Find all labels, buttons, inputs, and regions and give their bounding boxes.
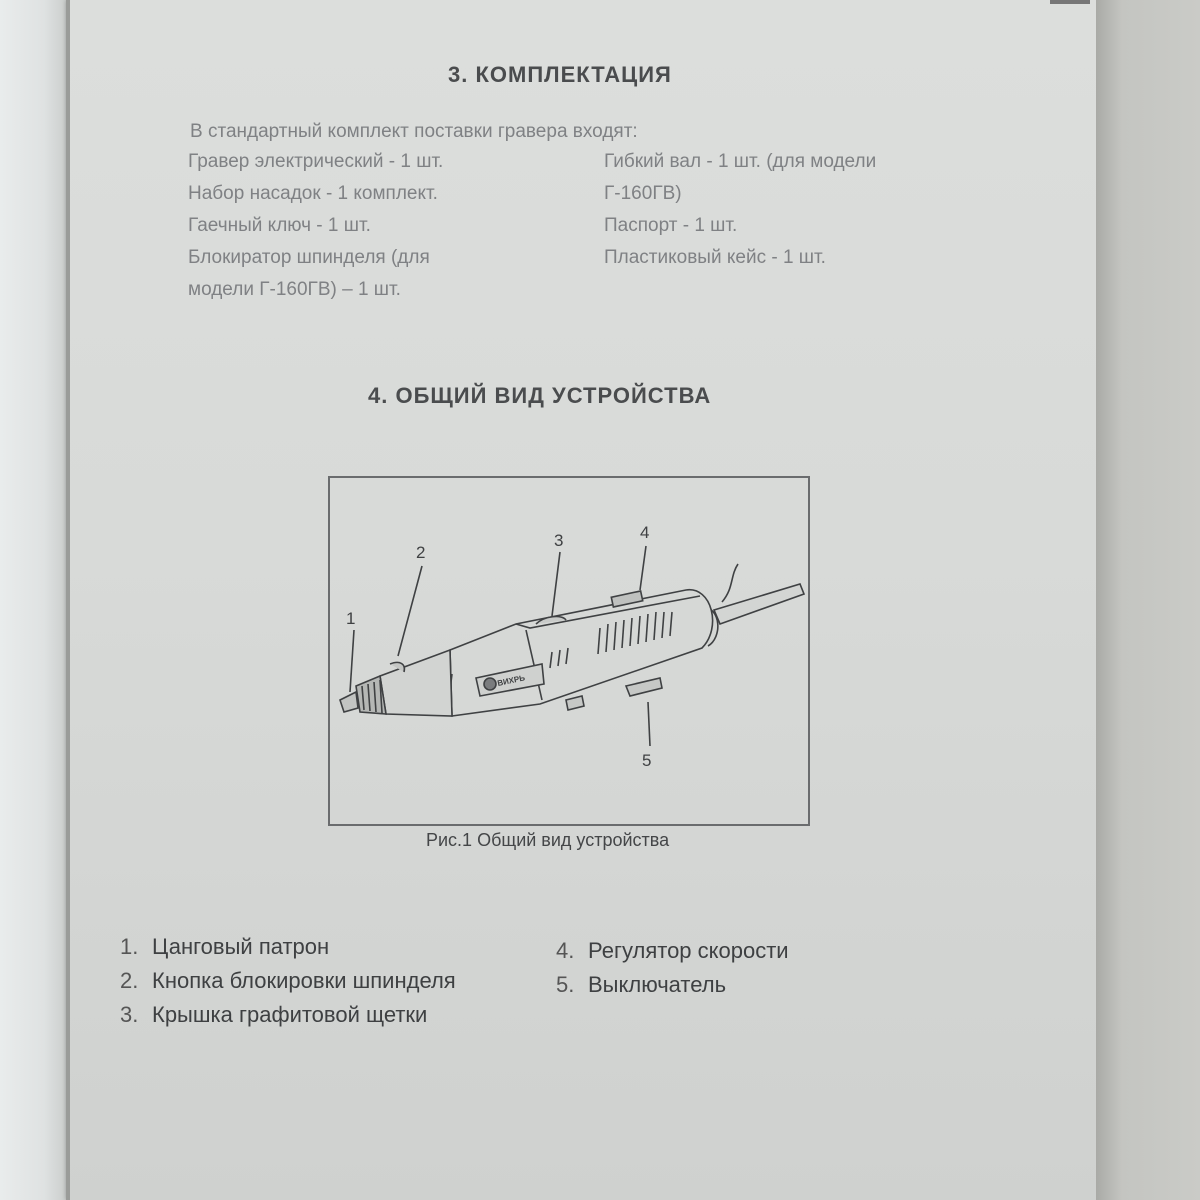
list-item — [120, 964, 456, 998]
kit-item: Блокиратор шпинделя (для — [188, 247, 430, 268]
kit-item: модели Г-160ГВ) – 1 шт. — [188, 279, 401, 300]
item-number: 1. — [120, 934, 139, 959]
callout-5: 5 — [642, 751, 652, 770]
parts-list-left — [120, 930, 456, 1032]
engraver-illustration — [330, 478, 808, 824]
item-number: 5. — [556, 972, 575, 997]
section-3-heading: 3. КОМПЛЕКТАЦИЯ — [448, 62, 672, 87]
callout-leader-1 — [350, 630, 354, 692]
page-shadow — [1096, 0, 1200, 1200]
brand-logo-text: ВИХРЬ — [496, 673, 526, 688]
kit-item: Гибкий вал - 1 шт. (для модели — [604, 151, 877, 172]
list-item — [120, 998, 456, 1032]
item-number: 3. — [120, 1002, 139, 1027]
item-label: Цанговый патрон — [152, 934, 330, 959]
kit-intro-text: В стандартный комплект поставки гравера входят: — [190, 121, 638, 142]
cord — [722, 564, 738, 602]
item-label: Выключатель — [588, 972, 727, 997]
kit-item: Пластиковый кейс - 1 шт. — [604, 247, 826, 268]
callout-leader-3 — [552, 552, 560, 616]
kit-item: Гравер электрический - 1 шт. — [188, 151, 444, 172]
kit-item: Г-160ГВ) — [604, 183, 682, 204]
callout-4: 4 — [640, 523, 650, 542]
item-label: Регулятор скорости — [588, 938, 789, 963]
tool-nose — [380, 650, 452, 716]
section-4-heading: 4. ОБЩИЙ ВИД УСТРОЙСТВА — [368, 383, 712, 408]
underside-tab — [566, 696, 584, 710]
kit-item: Гаечный ключ - 1 шт. — [188, 215, 371, 236]
kit-item: Паспорт - 1 шт. — [604, 215, 738, 236]
cord-strain-relief — [714, 584, 804, 624]
figure-device-view — [328, 476, 810, 826]
kit-list-left — [188, 146, 443, 306]
brand-logo-icon — [484, 678, 496, 690]
parts-list-right — [556, 934, 789, 1002]
callout-leader-2 — [398, 566, 422, 656]
item-number: 4. — [556, 938, 575, 963]
callout-2: 2 — [416, 543, 426, 562]
item-label: Крышка графитовой щетки — [152, 1002, 428, 1027]
callout-leader-5 — [648, 702, 650, 746]
power-switch — [626, 678, 662, 696]
page-spine — [66, 0, 70, 1200]
collet-tip — [340, 692, 358, 712]
list-item — [556, 968, 789, 1002]
callout-3: 3 — [554, 531, 564, 550]
kit-list-right — [604, 146, 876, 274]
page-edge-mark — [1050, 0, 1090, 4]
kit-item: Набор насадок - 1 комплект. — [188, 183, 438, 204]
callout-leader-4 — [640, 546, 646, 590]
list-item — [120, 930, 456, 964]
figure-caption: Рис.1 Общий вид устройства — [426, 830, 670, 850]
list-item — [556, 934, 789, 968]
item-number: 2. — [120, 968, 139, 993]
item-label: Кнопка блокировки шпинделя — [152, 968, 456, 993]
callout-1: 1 — [346, 609, 356, 628]
